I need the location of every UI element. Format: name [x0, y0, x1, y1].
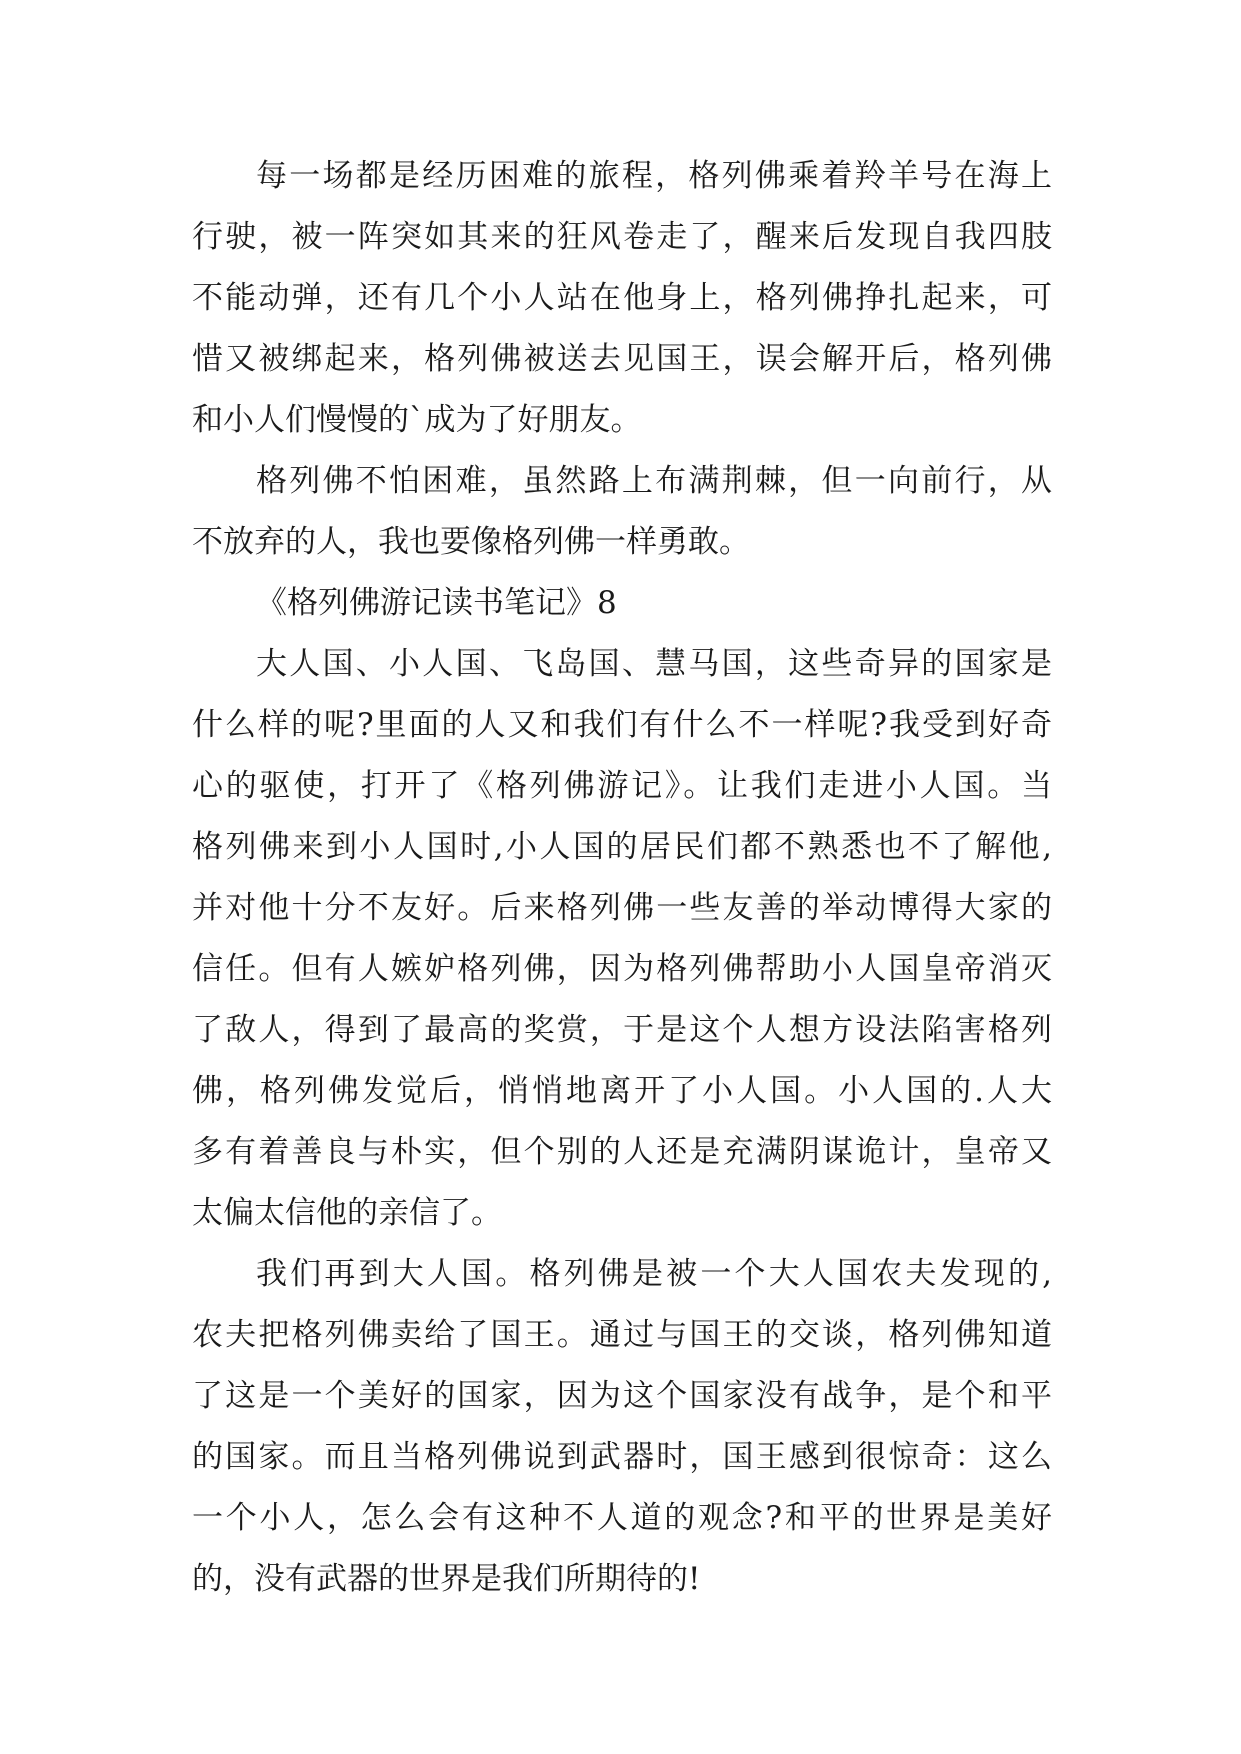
text-line: 不放弃的人，我也要像格列佛一样勇敢。 — [192, 524, 750, 560]
text-line: 惜又被绑起来，格列佛被送去见国王，误会解开后，格列佛 — [192, 341, 1052, 377]
text-line: 不能动弹，还有几个小人站在他身上，格列佛挣扎起来，可 — [192, 280, 1052, 316]
text-line: 了敌人，得到了最高的奖赏，于是这个人想方设法陷害格列 — [192, 1012, 1052, 1048]
paragraph-p3 — [192, 634, 1052, 1244]
section-title — [192, 573, 1052, 634]
paragraph-p1 — [192, 146, 1052, 451]
text-line: 信任。但有人嫉妒格列佛，因为格列佛帮助小人国皇帝消灭 — [192, 951, 1052, 987]
text-line: 佛，格列佛发觉后，悄悄地离开了小人国。小人国的.人大 — [192, 1073, 1052, 1109]
section-title-text: 《格列佛游记读书笔记》8 — [256, 585, 617, 621]
text-line: 格列佛来到小人国时,小人国的居民们都不熟悉也不了解他, — [192, 829, 1052, 865]
paragraph-p2 — [192, 451, 1052, 573]
text-line: 多有着善良与朴实，但个别的人还是充满阴谋诡计，皇帝又 — [192, 1134, 1052, 1170]
text-line: 的，没有武器的世界是我们所期待的! — [192, 1561, 701, 1597]
text-line: 格列佛不怕困难，虽然路上布满荆棘，但一向前行，从 — [256, 463, 1052, 499]
text-line: 并对他十分不友好。后来格列佛一些友善的举动博得大家的 — [192, 890, 1052, 926]
paragraph-p4 — [192, 1244, 1052, 1610]
text-line: 农夫把格列佛卖给了国王。通过与国王的交谈，格列佛知道 — [192, 1317, 1052, 1353]
text-line: 一个小人，怎么会有这种不人道的观念?和平的世界是美好 — [192, 1500, 1052, 1536]
text-line: 了这是一个美好的国家，因为这个国家没有战争，是个和平 — [192, 1378, 1052, 1414]
text-line: 大人国、小人国、飞岛国、慧马国，这些奇异的国家是 — [256, 646, 1052, 682]
text-line: 每一场都是经历困难的旅程，格列佛乘着羚羊号在海上 — [256, 158, 1052, 194]
text-line: 我们再到大人国。格列佛是被一个大人国农夫发现的, — [256, 1256, 1052, 1292]
text-line: 心的驱使，打开了《格列佛游记》。让我们走进小人国。当 — [192, 768, 1052, 804]
document-body — [192, 146, 1052, 1610]
text-line: 和小人们慢慢的`成为了好朋友。 — [192, 402, 642, 438]
text-line: 行驶，被一阵突如其来的狂风卷走了，醒来后发现自我四肢 — [192, 219, 1052, 255]
text-line: 什么样的呢?里面的人又和我们有什么不一样呢?我受到好奇 — [192, 707, 1052, 743]
text-line: 太偏太信他的亲信了。 — [192, 1195, 502, 1231]
text-line: 的国家。而且当格列佛说到武器时，国王感到很惊奇：这么 — [192, 1439, 1052, 1475]
